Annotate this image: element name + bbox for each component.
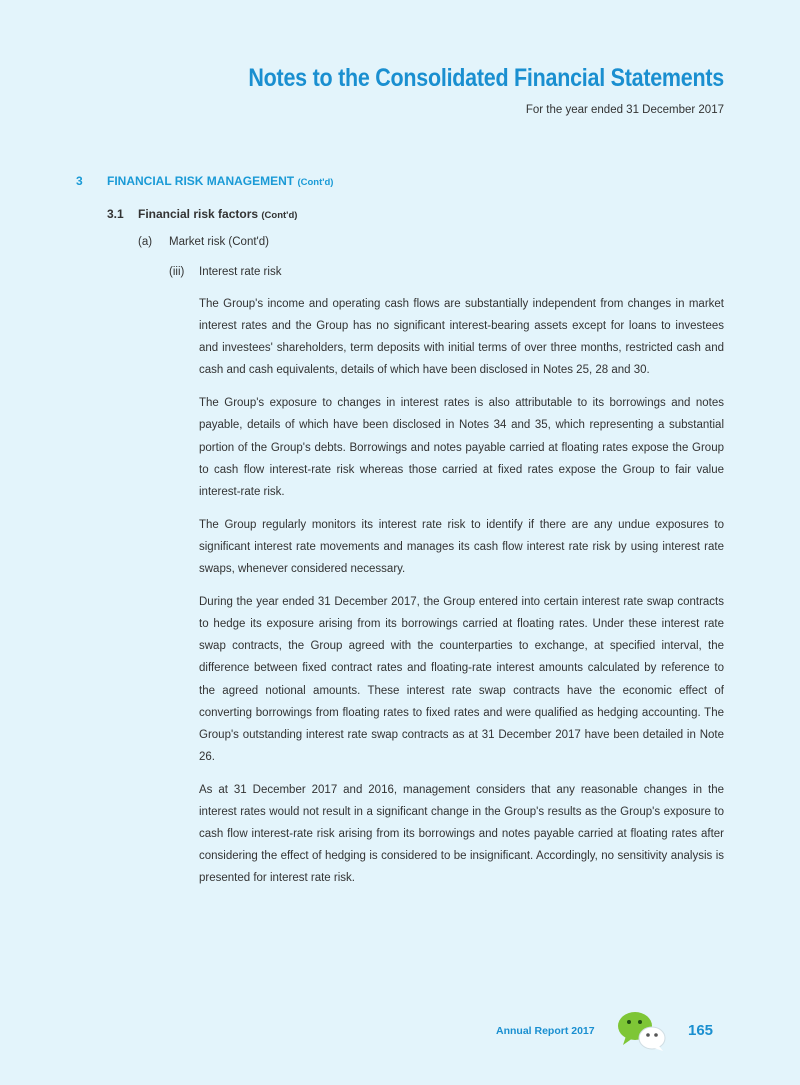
subsection-title: Financial risk factors [138, 207, 259, 221]
subsection-cont-label: (Cont'd) [261, 210, 298, 221]
paragraph-1: The Group's income and operating cash flows are substantially independent from changes in market interest rates and the Group has no significant interest-bearing assets except for loans to investees and investees' shareholders, term deposits with initial terms of over three months, restricted cash and cash and cash equivalents, details of which have been disclosed in Notes 25, 28 and 30. [199, 298, 724, 377]
list-item-iii-text: Interest rate risk [199, 266, 282, 278]
paragraph-2: The Group's exposure to changes in interest rates is also attributable to its borrowings and notes payable, details of which have been disclosed in Notes 34 and 35, which representing a substantial portion of the Group's debts. Borrowings and notes payable carried at floating rates expose the Group to cash flow interest-rate risk whereas those carried at fixed rates expose the Group to fair value interest-rate risk. [199, 397, 724, 498]
page-number: 165 [688, 1022, 714, 1039]
subsection-number: 3.1 [107, 207, 124, 221]
list-item-iii-label: (iii) [169, 266, 185, 278]
paragraph-3: The Group regularly monitors its interest rate risk to identify if there are any undue exposures to significant interest rate movements and manages its cash flow interest rate risk by using interest rate swaps, whenever considered necessary. [199, 518, 724, 576]
body-text [199, 293, 724, 900]
annual-report-label: Annual Report 2017 [496, 1025, 595, 1037]
wechat-logo-icon [617, 1010, 669, 1052]
paragraph-5: As at 31 December 2017 and 2016, management considers that any reasonable changes in the interest rates would not result in a significant change in the Group's results as the Group's exposure to cash flow interest-rate risk arising from its borrowings and notes payable carried at floating rates after considering the effect of hedging is considered to be insignificant. Accordingly, no sensitivity analysis is presented for interest rate risk. [199, 783, 724, 885]
list-item-a [138, 236, 269, 248]
paragraph-4: During the year ended 31 December 2017, the Group entered into certain interest rate swap contracts to hedge its exposure arising from its borrowings carried at floating rates. Under these interest rate swap contracts, the Group agreed with the counterparties to exchange, at specified interval, the difference between fixed contract rates and floating-rate interest amounts calculated by reference to the agreed notional amounts. These interest rate swap contracts have the economic effect of converting borrowings from floating rates to fixed rates and were qualified as hedging accounting. The Group's outstanding interest rate swap contracts as at 31 December 2017 have been detailed in Note 26. [199, 596, 724, 763]
section-title: FINANCIAL RISK MANAGEMENT [107, 174, 295, 188]
list-item-a-text: Market risk (Cont'd) [169, 236, 269, 248]
list-item-iii [169, 266, 281, 278]
section-number: 3 [76, 174, 83, 188]
list-item-a-label: (a) [138, 236, 153, 248]
page-title: Notes to the Consolidated Financial Statements [248, 64, 724, 92]
section-heading [76, 174, 333, 188]
section-cont-label: (Cont'd) [297, 177, 334, 188]
page-subtitle: For the year ended 31 December 2017 [525, 104, 724, 116]
subsection-heading [107, 207, 297, 221]
